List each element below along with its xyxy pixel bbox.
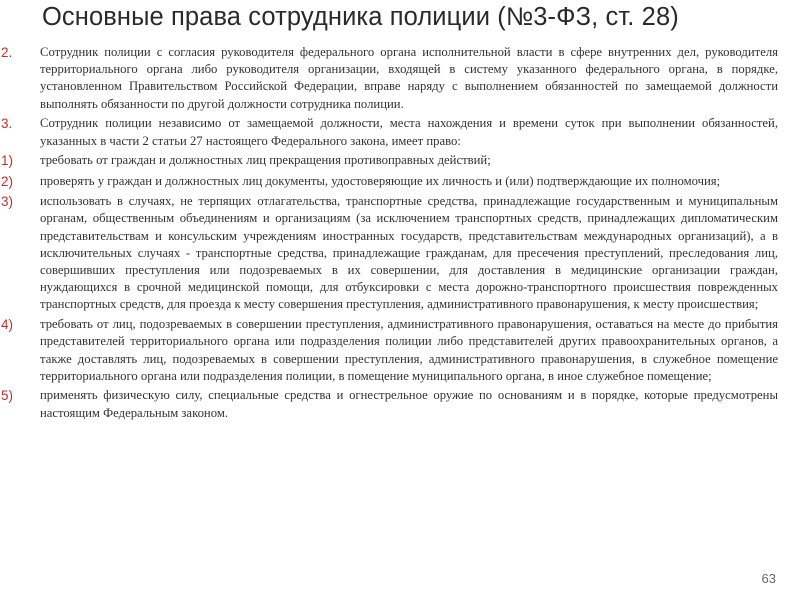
list-marker: 5) xyxy=(1,388,14,404)
list-item-right-1 xyxy=(0,152,778,170)
list-item-text: требовать от граждан и должностных лиц прекращения противоправных действий; xyxy=(40,153,491,168)
list-item-text: требовать от лиц, подозреваемых в совершении преступления, административного правонарушения, оставаться на месте до прибытия представителей территориального органа или подразделения полиции либо представителей других правоохранительных органов, а также доставлять лиц, подозреваемых в совершении преступления, административного правонарушения, в служебное помещение территориального органа или подразделения полиции, в помещение муниципального органа, в иное служебное помещение; xyxy=(40,317,778,383)
list-marker: 2. xyxy=(1,45,13,60)
list-item-right-4 xyxy=(0,316,778,385)
list-item-text: Сотрудник полиции с согласия руководителя федерального органа исполнительной власти в сфере внутренних дел, руководителя территориального органа либо руководителя организации, входящей в систему указанного федерального органа, в порядке, установленном Правительством Российской Федерации, вправе наряду с выполнением обязанностей по замещаемой должности выполнять обязанности по другой должности сотрудника полиции. xyxy=(40,45,778,111)
list-marker: 2) xyxy=(1,173,14,189)
list-item-right-5 xyxy=(0,387,778,421)
list-item-part-3 xyxy=(0,115,778,149)
list-item-text: применять физическую силу, специальные средства и огнестрельное оружие по основаниям и в порядке, которые предусмотрены настоящим Федеральным законом. xyxy=(40,388,778,420)
list-marker: 3. xyxy=(1,116,13,132)
list-marker: 1) xyxy=(1,153,14,169)
page-number: 63 xyxy=(761,571,776,586)
list-marker: 3) xyxy=(1,194,14,210)
list-marker: 4) xyxy=(1,317,14,333)
list-item-right-2 xyxy=(0,173,778,191)
list-item-text: проверять у граждан и должностных лиц документы, удостоверяющие их личность и (или) подтверждающие их полномочия; xyxy=(40,173,721,188)
list-item-text: использовать в случаях, не терпящих отлагательства, транспортные средства, принадлежащие государственным и муниципальным органам, общественным объединениям и организациям (за исключением транспортных средств, принадлежащих дипломатическим представительствам и консульским учреждениям иностранных государств, представительствам международных организаций), а в исключительных случаях - транспортные средства, принадлежащие гражданам, для пресечения преступлений, преследования лиц, совершивших преступления или подозреваемых в их совершении, для доставления в медицинские организации граждан, нуждающихся в срочной медицинской помощи, для отбуксировки с места дорожно-транспортного происшествия поврежденных транспортных средств, для проезда к месту совершения преступления, административного правонарушения, к месту происшествия; xyxy=(40,194,778,312)
slide-title: Основные права сотрудника полиции (№3-ФЗ, ст. 28) xyxy=(42,3,679,31)
list-item-part-2 xyxy=(0,44,778,113)
list-item-text: Сотрудник полиции независимо от замещаемой должности, места нахождения и времени суток при выполнении обязанностей, указанных в части 2 статьи 27 настоящего Федерального закона, имеет право: xyxy=(40,116,778,148)
list-item-right-3 xyxy=(0,193,778,313)
content-list xyxy=(0,44,778,424)
